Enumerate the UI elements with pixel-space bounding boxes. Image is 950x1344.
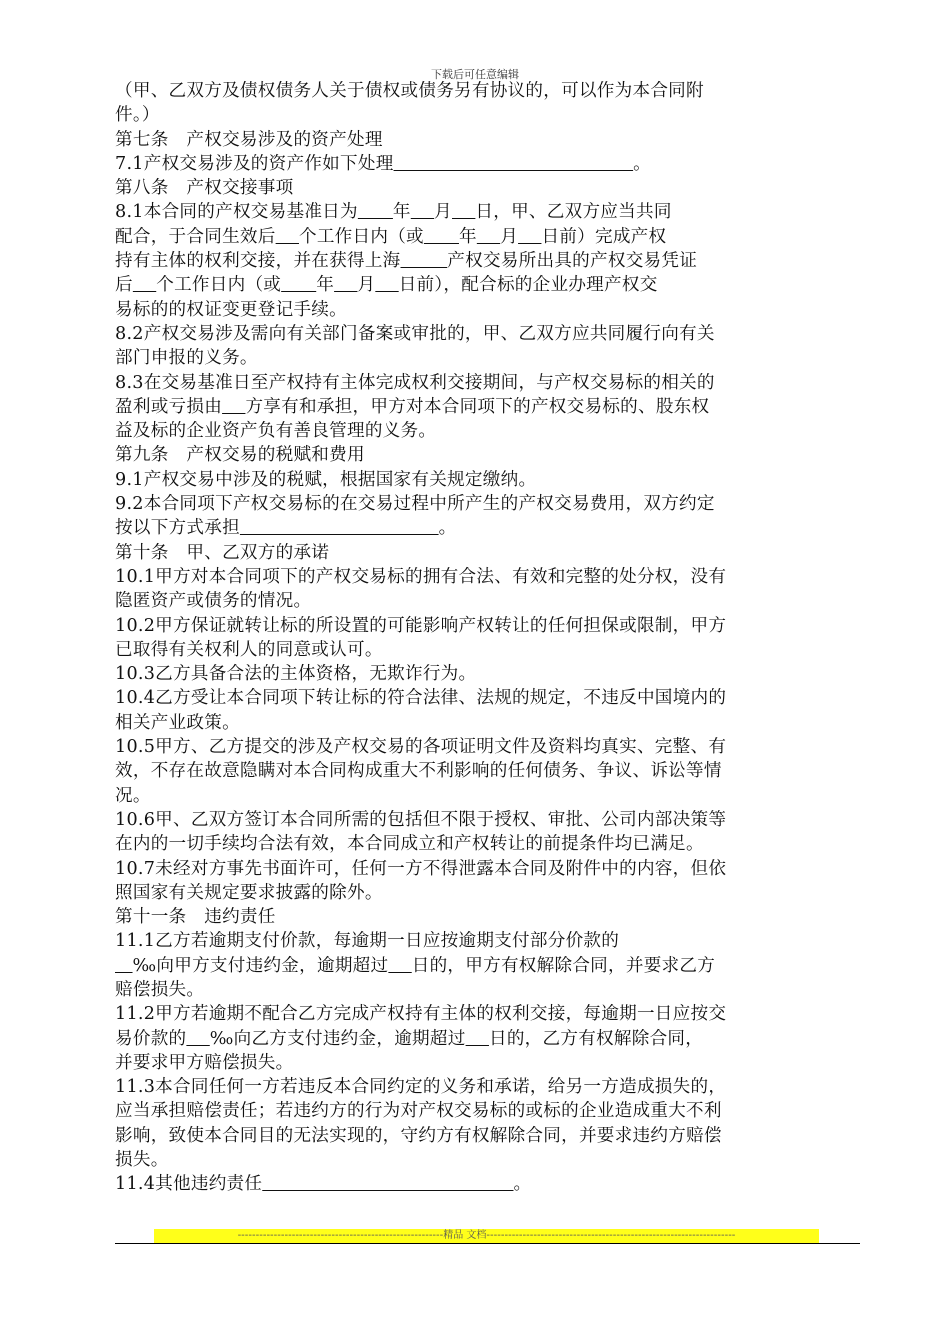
line-text: 8.1本合同的产权交易基准日为 [115, 202, 358, 223]
contract-line [115, 541, 860, 565]
contract-line [115, 516, 860, 540]
line-text: 已取得有关权利人的同意或认可。 [115, 639, 383, 660]
line-text: 相关产业政策。 [115, 712, 240, 733]
contract-line [115, 978, 860, 1002]
fill-in-blank [222, 397, 245, 417]
contract-line [115, 905, 860, 929]
line-text: 配合，于合同生效后 [115, 226, 276, 247]
line-text: 第九条 产权交易的税赋和费用 [115, 445, 365, 466]
fill-in-blank [186, 1029, 209, 1049]
line-text: 效，不存在故意隐瞒对本合同构成重大不利影响的任何债务、争议、诉讼等情 [115, 761, 722, 782]
fill-in-blank [133, 275, 156, 295]
contract-line [115, 1148, 860, 1172]
line-text: 月 [434, 202, 453, 223]
contract-line [115, 79, 860, 103]
line-text: 照国家有关规定要求披露的除外。 [115, 882, 383, 903]
fill-in-blank [424, 227, 459, 247]
line-text: 10.5甲方、乙方提交的涉及产权交易的各项证明文件及资料均真实、完整、有 [115, 737, 727, 758]
line-text: 11.2甲方若逾期不配合乙方完成产权持有主体的权利交接，每逾期一日应按交 [115, 1004, 727, 1025]
line-text: 年 [458, 226, 477, 247]
line-text: 盈利或亏损由 [115, 396, 223, 417]
contract-line [115, 371, 860, 395]
fill-in-blank [388, 956, 411, 976]
line-text: 11.4其他违约责任 [115, 1174, 263, 1195]
line-text: 件。） [115, 105, 160, 126]
contract-line [115, 1099, 860, 1123]
contract-line [115, 881, 860, 905]
fill-in-blank [411, 202, 434, 222]
line-text: 11.3本合同任何一方若违反本合同约定的义务和承诺，给另一方造成损失的， [115, 1077, 727, 1098]
line-text: 月 [357, 275, 376, 296]
line-text: 。 [438, 518, 457, 539]
contract-line [115, 565, 860, 589]
contract-body [115, 79, 860, 1197]
contract-line [115, 1002, 860, 1026]
line-text: 按以下方式承担 [115, 518, 240, 539]
fill-in-blank [115, 956, 133, 976]
contract-line [115, 128, 860, 152]
line-text: 在内的一切手续均合法有效，本合同成立和产权转让的前提条件均已满足。 [115, 834, 704, 855]
line-text: 10.1甲方对本合同项下的产权交易标的拥有合法、有效和完整的处分权，没有 [115, 566, 727, 587]
contract-line [115, 1075, 860, 1099]
contract-line [115, 686, 860, 710]
line-text: 第十条 甲、乙双方的承诺 [115, 542, 330, 563]
footer-divider [115, 1243, 860, 1244]
line-text: 后 [115, 275, 133, 296]
line-text: 10.6甲、乙双方签订本合同所需的包括但不限于授权、审批、公司内部决策等 [115, 809, 727, 830]
line-text: 易价款的 [115, 1028, 187, 1049]
line-text: 日，甲、乙双方应当共同 [475, 202, 672, 223]
contract-line [115, 1172, 860, 1196]
contract-line [115, 468, 860, 492]
line-text: 日的，乙方有权解除合同， [488, 1028, 704, 1049]
contract-line [115, 929, 860, 953]
contract-line [115, 954, 860, 978]
fill-in-blank [477, 227, 500, 247]
line-text: ‰向甲方支付违约金，逾期超过 [132, 955, 389, 976]
fill-in-blank [240, 518, 439, 538]
line-text: 10.3乙方具备合法的主体资格，无欺诈行为。 [115, 664, 477, 685]
fill-in-blank [466, 1029, 489, 1049]
line-text: 应当承担赔偿责任；若违约方的行为对产权交易标的或标的企业造成重大不利 [115, 1101, 722, 1122]
line-text: 第八条 产权交接事项 [115, 178, 294, 199]
line-text: 9.1产权交易中涉及的税赋，根据国家有关规定缴纳。 [115, 469, 537, 490]
line-text: 年 [392, 202, 411, 223]
fill-in-blank [262, 1174, 513, 1194]
fill-in-blank [281, 275, 316, 295]
line-text: 10.4乙方受让本合同项下转让标的符合法律、法规的规定，不违反中国境内的 [115, 688, 727, 709]
line-text: 8.3在交易基准日至产权持有主体完成权利交接期间，与产权交易标的相关的 [115, 372, 715, 393]
line-text: 赔偿损失。 [115, 979, 205, 1000]
line-text: 持有主体的权利交接，并在获得上海 [115, 251, 401, 272]
fill-in-blank [401, 251, 448, 271]
line-text: 第十一条 违约责任 [115, 907, 276, 928]
fill-in-blank [358, 202, 393, 222]
contract-line [115, 735, 860, 759]
line-text: ‰向乙方支付违约金，逾期超过 [209, 1028, 466, 1049]
contract-line [115, 808, 860, 832]
line-text: 方享有和承担，甲方对本合同项下的产权交易标的、股东权 [245, 396, 710, 417]
line-text: 易标的的权证变更登记手续。 [115, 299, 347, 320]
line-text: 个工作日内（或 [156, 275, 282, 296]
line-text: 日前）完成产权 [541, 226, 667, 247]
line-text: 8.2产权交易涉及需向有关部门备案或审批的，甲、乙双方应共同履行向有关 [115, 323, 715, 344]
line-text: 损失。 [115, 1150, 169, 1171]
fill-in-blank [276, 227, 299, 247]
contract-line [115, 346, 860, 370]
contract-line [115, 759, 860, 783]
line-text: 年 [316, 275, 335, 296]
line-text: 个工作日内（或 [298, 226, 424, 247]
contract-line [115, 103, 860, 127]
line-text: 。 [513, 1174, 532, 1195]
contract-line [115, 1027, 860, 1051]
contract-line [115, 492, 860, 516]
line-text: 益及标的企业资产负有善良管理的义务。 [115, 421, 437, 442]
contract-line [115, 152, 860, 176]
line-text: 月 [500, 226, 519, 247]
contract-line [115, 249, 860, 273]
contract-line [115, 200, 860, 224]
contract-line [115, 711, 860, 735]
contract-line [115, 298, 860, 322]
line-text: 日前），配合标的企业办理产权交 [398, 275, 658, 296]
line-text: 并要求甲方赔偿损失。 [115, 1052, 294, 1073]
contract-line [115, 176, 860, 200]
line-text: 况。 [115, 785, 151, 806]
contract-line [115, 614, 860, 638]
contract-line [115, 832, 860, 856]
line-text: 7.1产权交易涉及的资产作如下处理 [115, 153, 394, 174]
contract-line [115, 419, 860, 443]
line-text: 11.1乙方若逾期支付价款，每逾期一日应按逾期支付部分价款的 [115, 931, 620, 952]
line-text: 隐匿资产或债务的情况。 [115, 591, 312, 612]
line-text: 影响，致使本合同目的无法实现的，守约方有权解除合同，并要求违约方赔偿 [115, 1125, 722, 1146]
line-text: 日的，甲方有权解除合同，并要求乙方 [411, 955, 716, 976]
contract-line [115, 273, 860, 297]
contract-line [115, 662, 860, 686]
line-text: 第七条 产权交易涉及的资产处理 [115, 129, 383, 150]
fill-in-blank [394, 154, 634, 174]
line-text: （甲、乙双方及债权债务人关于债权或债务另有协议的，可以作为本合同附 [115, 81, 704, 101]
contract-line [115, 395, 860, 419]
fill-in-blank [375, 275, 398, 295]
contract-line [115, 1124, 860, 1148]
line-text: 部门申报的义务。 [115, 348, 258, 369]
contract-line [115, 322, 860, 346]
fill-in-blank [334, 275, 357, 295]
fill-in-blank [452, 202, 475, 222]
line-text: 10.7未经对方事先书面许可，任何一方不得泄露本合同及附件中的内容，但依 [115, 858, 727, 879]
line-text: 10.2甲方保证就转让标的所设置的可能影响产权转让的任何担保或限制，甲方 [115, 615, 727, 636]
contract-line [115, 638, 860, 662]
contract-line [115, 784, 860, 808]
contract-line [115, 857, 860, 881]
contract-line [115, 225, 860, 249]
fill-in-blank [518, 227, 541, 247]
footer-label: ---------------------------------------------------------精品 文档--------------------------------------------------------------------- [154, 1229, 819, 1243]
contract-line [115, 1051, 860, 1075]
contract-line [115, 589, 860, 613]
contract-line [115, 443, 860, 467]
header-note: 下载后可任意编辑 [431, 68, 519, 81]
line-text: 9.2本合同项下产权交易标的在交易过程中所产生的产权交易费用，双方约定 [115, 494, 715, 515]
line-text: 产权交易所出具的产权交易凭证 [447, 251, 698, 272]
line-text: 。 [633, 153, 651, 174]
